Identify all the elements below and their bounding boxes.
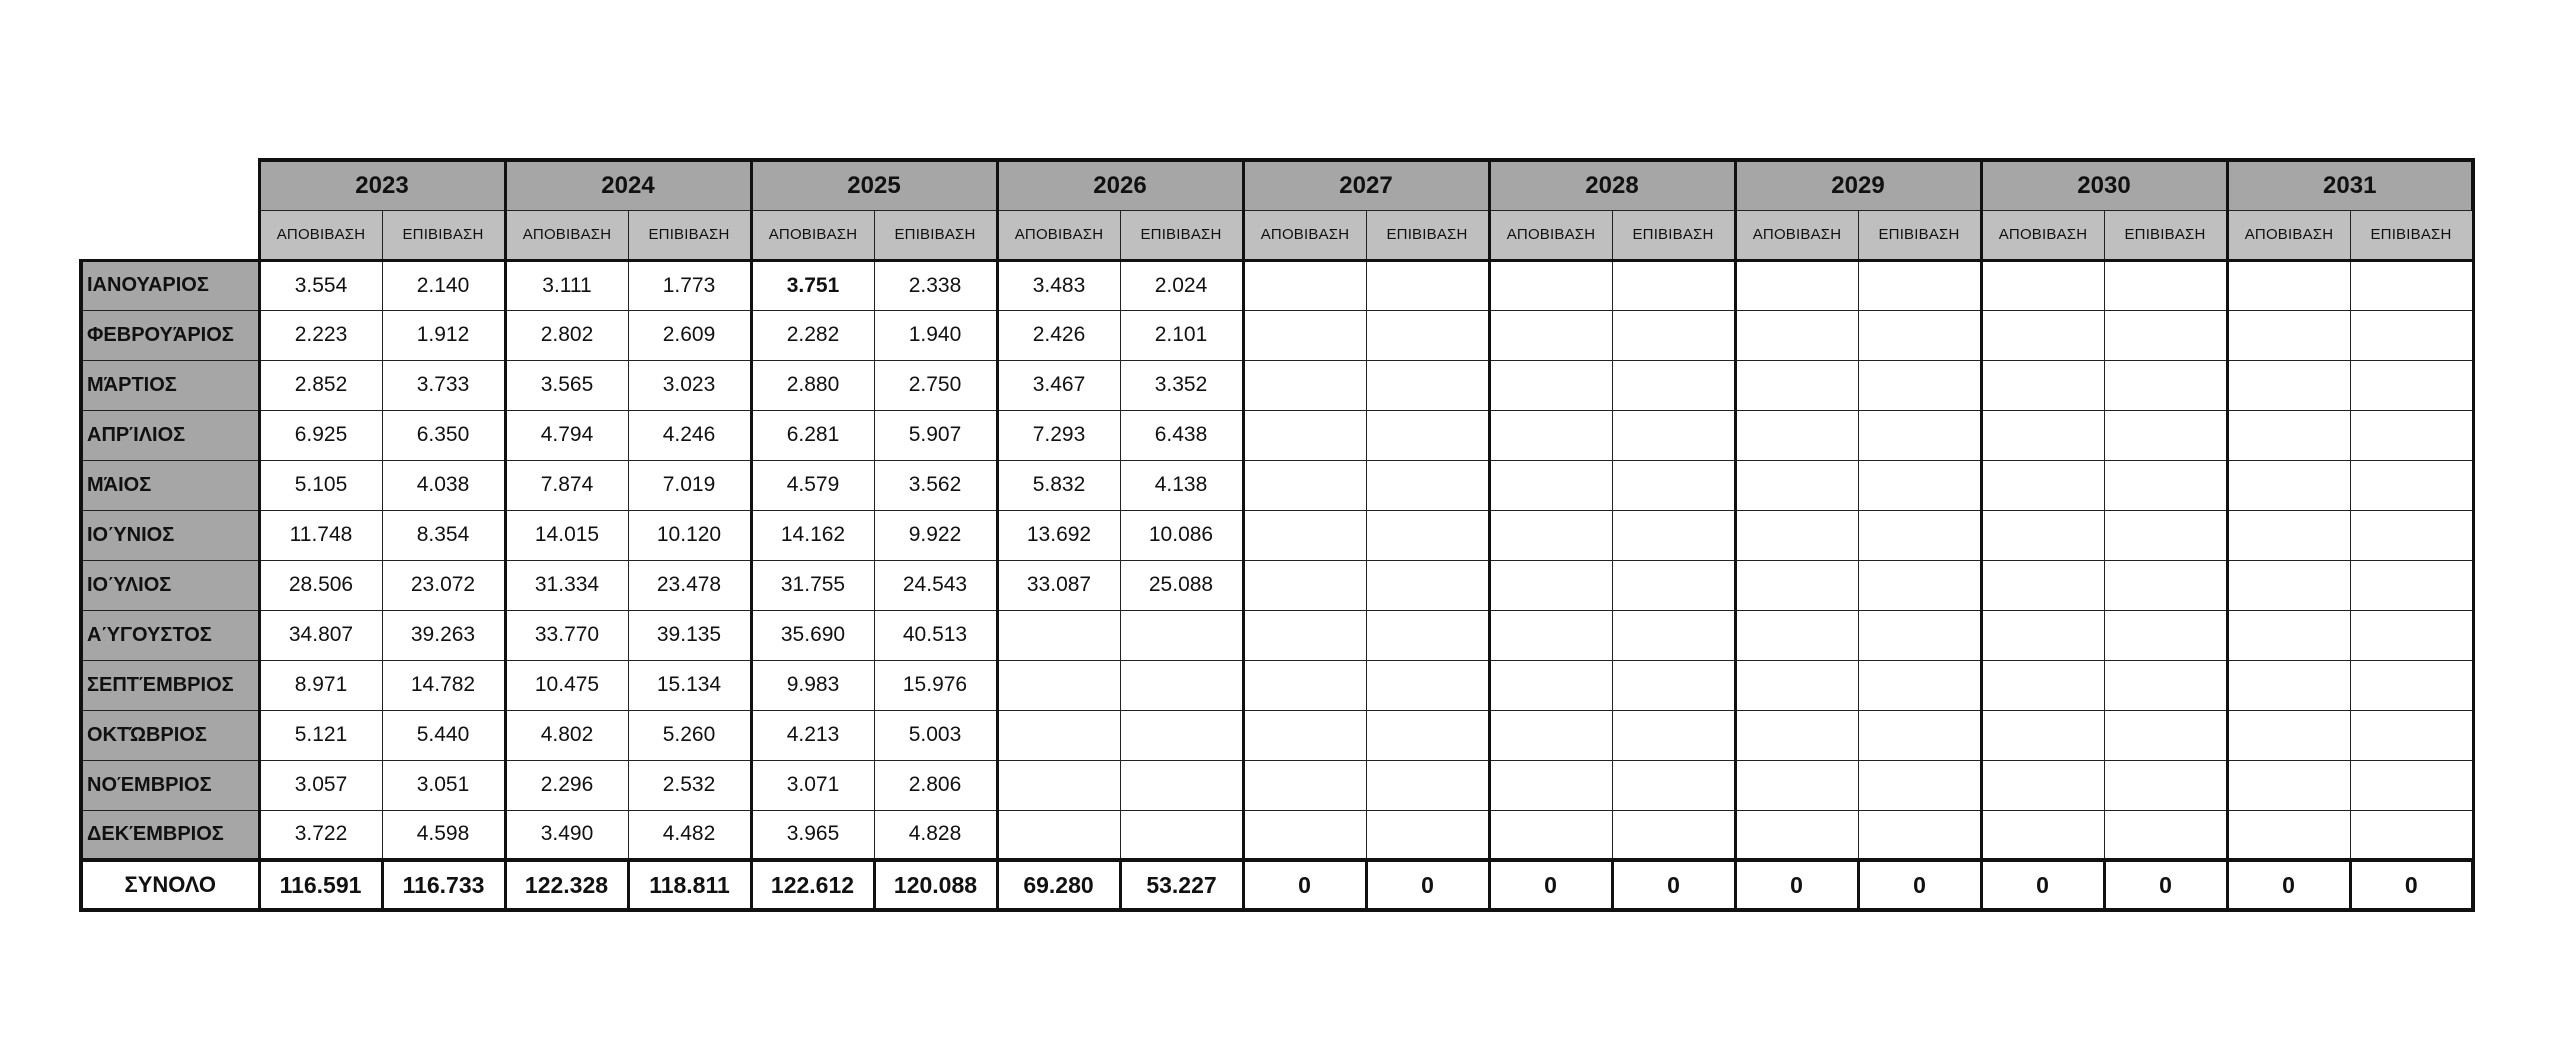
month-label-cell: ΑΎΓΟΥΣΤΟΣ	[81, 610, 259, 660]
value-cell	[1120, 810, 1243, 860]
value-cell: 2.101	[1120, 310, 1243, 360]
corner-cell	[81, 160, 259, 210]
value-cell	[1366, 660, 1489, 710]
value-cell: 33.087	[997, 560, 1120, 610]
value-cell	[1612, 260, 1735, 310]
value-cell	[1612, 360, 1735, 410]
value-cell: 3.057	[259, 760, 382, 810]
value-cell	[2227, 360, 2350, 410]
value-cell	[1981, 410, 2104, 460]
total-value-cell: 122.612	[751, 860, 874, 910]
month-label-cell: ΝΟΈΜΒΡΙΟΣ	[81, 760, 259, 810]
value-cell: 6.350	[382, 410, 505, 460]
disembarkation-header-cell: ΑΠΟΒΙΒΑΣΗ	[2227, 210, 2350, 260]
value-cell: 39.263	[382, 610, 505, 660]
value-cell: 1.773	[628, 260, 751, 310]
table-row	[81, 610, 2473, 660]
value-cell	[1243, 760, 1366, 810]
value-cell	[1735, 560, 1858, 610]
year-header-cell: 2026	[997, 160, 1243, 210]
total-value-cell: 116.591	[259, 860, 382, 910]
value-cell: 3.965	[751, 810, 874, 860]
value-cell	[1981, 460, 2104, 510]
value-cell	[2104, 260, 2227, 310]
total-value-cell: 0	[2227, 860, 2350, 910]
disembarkation-header-cell: ΑΠΟΒΙΒΑΣΗ	[1981, 210, 2104, 260]
value-cell	[1489, 410, 1612, 460]
value-cell: 13.692	[997, 510, 1120, 560]
value-cell: 4.598	[382, 810, 505, 860]
value-cell: 3.565	[505, 360, 628, 410]
value-cell	[1981, 360, 2104, 410]
passenger-table	[79, 158, 2475, 912]
value-cell: 23.478	[628, 560, 751, 610]
value-cell	[2104, 410, 2227, 460]
value-cell: 2.426	[997, 310, 1120, 360]
embarkation-header-cell: ΕΠΙΒΙΒΑΣΗ	[2104, 210, 2227, 260]
value-cell: 5.105	[259, 460, 382, 510]
value-cell: 3.490	[505, 810, 628, 860]
value-cell	[1243, 360, 1366, 410]
value-cell	[1366, 710, 1489, 760]
value-cell: 4.794	[505, 410, 628, 460]
value-cell	[1612, 510, 1735, 560]
value-cell: 39.135	[628, 610, 751, 660]
value-cell	[2227, 310, 2350, 360]
value-cell	[997, 810, 1120, 860]
value-cell: 25.088	[1120, 560, 1243, 610]
value-cell: 4.246	[628, 410, 751, 460]
value-cell	[1735, 310, 1858, 360]
value-cell: 6.438	[1120, 410, 1243, 460]
value-cell	[1735, 260, 1858, 310]
total-value-cell: 53.227	[1120, 860, 1243, 910]
value-cell	[2104, 460, 2227, 510]
value-cell	[1612, 560, 1735, 610]
month-label-cell: ΙΟΎΛΙΟΣ	[81, 560, 259, 610]
subheader-row	[81, 210, 2473, 260]
value-cell	[2350, 460, 2473, 510]
value-cell	[1981, 810, 2104, 860]
year-header-cell: 2027	[1243, 160, 1489, 210]
value-cell	[1858, 460, 1981, 510]
value-cell: 31.334	[505, 560, 628, 610]
value-cell: 3.071	[751, 760, 874, 810]
year-header-cell: 2031	[2227, 160, 2473, 210]
value-cell	[2350, 260, 2473, 310]
embarkation-header-cell: ΕΠΙΒΙΒΑΣΗ	[874, 210, 997, 260]
value-cell: 35.690	[751, 610, 874, 660]
value-cell	[1243, 710, 1366, 760]
value-cell	[1489, 810, 1612, 860]
value-cell: 5.121	[259, 710, 382, 760]
value-cell	[2227, 410, 2350, 460]
value-cell: 3.733	[382, 360, 505, 410]
value-cell	[2227, 510, 2350, 560]
value-cell	[1735, 660, 1858, 710]
value-cell	[1981, 260, 2104, 310]
value-cell: 4.138	[1120, 460, 1243, 510]
year-header-cell: 2029	[1735, 160, 1981, 210]
value-cell: 5.003	[874, 710, 997, 760]
value-cell	[1735, 510, 1858, 560]
total-value-cell: 0	[1243, 860, 1366, 910]
value-cell: 2.532	[628, 760, 751, 810]
month-label-cell: ΟΚΤΏΒΡΙΟΣ	[81, 710, 259, 760]
table-row	[81, 660, 2473, 710]
disembarkation-header-cell: ΑΠΟΒΙΒΑΣΗ	[751, 210, 874, 260]
year-header-cell: 2024	[505, 160, 751, 210]
value-cell	[997, 610, 1120, 660]
total-label-cell: ΣΥΝΟΛΟ	[81, 860, 259, 910]
value-cell	[2104, 810, 2227, 860]
value-cell: 9.922	[874, 510, 997, 560]
value-cell: 3.751	[751, 260, 874, 310]
value-cell: 3.111	[505, 260, 628, 310]
total-value-cell: 122.328	[505, 860, 628, 910]
value-cell	[2104, 760, 2227, 810]
table-row	[81, 410, 2473, 460]
value-cell	[997, 660, 1120, 710]
value-cell	[1612, 460, 1735, 510]
value-cell	[2227, 810, 2350, 860]
value-cell	[1243, 460, 1366, 510]
value-cell	[997, 710, 1120, 760]
value-cell: 2.140	[382, 260, 505, 310]
value-cell: 33.770	[505, 610, 628, 660]
value-cell	[1366, 610, 1489, 660]
value-cell	[1735, 460, 1858, 510]
value-cell	[2227, 610, 2350, 660]
value-cell	[2227, 260, 2350, 310]
value-cell	[1735, 410, 1858, 460]
value-cell	[1858, 760, 1981, 810]
value-cell: 5.907	[874, 410, 997, 460]
value-cell	[2104, 660, 2227, 710]
value-cell	[2350, 560, 2473, 610]
value-cell: 8.354	[382, 510, 505, 560]
value-cell	[2104, 710, 2227, 760]
disembarkation-header-cell: ΑΠΟΒΙΒΑΣΗ	[1489, 210, 1612, 260]
value-cell	[2350, 410, 2473, 460]
value-cell: 2.852	[259, 360, 382, 410]
value-cell: 23.072	[382, 560, 505, 610]
value-cell: 1.912	[382, 310, 505, 360]
value-cell: 1.940	[874, 310, 997, 360]
value-cell	[2350, 660, 2473, 710]
value-cell: 2.750	[874, 360, 997, 410]
year-header-cell: 2028	[1489, 160, 1735, 210]
total-value-cell: 116.733	[382, 860, 505, 910]
value-cell: 2.806	[874, 760, 997, 810]
value-cell	[1120, 660, 1243, 710]
value-cell: 14.782	[382, 660, 505, 710]
value-cell	[2104, 360, 2227, 410]
value-cell	[1366, 310, 1489, 360]
value-cell	[1489, 660, 1612, 710]
value-cell	[1735, 610, 1858, 660]
value-cell	[1981, 510, 2104, 560]
value-cell	[1489, 710, 1612, 760]
total-value-cell: 0	[1981, 860, 2104, 910]
value-cell	[1243, 560, 1366, 610]
month-label-cell: ΣΕΠΤΈΜΒΡΙΟΣ	[81, 660, 259, 710]
month-label-cell: ΦΕΒΡΟΥΆΡΙΟΣ	[81, 310, 259, 360]
value-cell	[1489, 460, 1612, 510]
value-cell: 8.971	[259, 660, 382, 710]
value-cell	[1858, 710, 1981, 760]
value-cell	[1366, 510, 1489, 560]
value-cell	[1981, 560, 2104, 610]
value-cell	[1612, 310, 1735, 360]
value-cell: 14.162	[751, 510, 874, 560]
value-cell	[1858, 260, 1981, 310]
table-row	[81, 360, 2473, 410]
value-cell: 34.807	[259, 610, 382, 660]
value-cell	[1489, 360, 1612, 410]
month-label-cell: ΜΆΙΟΣ	[81, 460, 259, 510]
embarkation-header-cell: ΕΠΙΒΙΒΑΣΗ	[2350, 210, 2473, 260]
value-cell: 4.482	[628, 810, 751, 860]
value-cell	[1981, 710, 2104, 760]
value-cell	[1243, 810, 1366, 860]
value-cell	[2104, 610, 2227, 660]
month-label-cell: ΔΕΚΈΜΒΡΙΟΣ	[81, 810, 259, 860]
value-cell: 4.828	[874, 810, 997, 860]
value-cell	[1366, 410, 1489, 460]
value-cell	[1489, 610, 1612, 660]
embarkation-header-cell: ΕΠΙΒΙΒΑΣΗ	[628, 210, 751, 260]
value-cell: 10.086	[1120, 510, 1243, 560]
value-cell	[2350, 610, 2473, 660]
value-cell	[1120, 710, 1243, 760]
value-cell	[2350, 760, 2473, 810]
value-cell	[1981, 310, 2104, 360]
disembarkation-header-cell: ΑΠΟΒΙΒΑΣΗ	[1735, 210, 1858, 260]
value-cell	[1612, 710, 1735, 760]
value-cell	[1243, 510, 1366, 560]
value-cell	[1735, 710, 1858, 760]
value-cell: 10.120	[628, 510, 751, 560]
year-header-cell: 2030	[1981, 160, 2227, 210]
value-cell: 4.213	[751, 710, 874, 760]
value-cell: 15.976	[874, 660, 997, 710]
value-cell	[1981, 760, 2104, 810]
total-value-cell: 0	[1366, 860, 1489, 910]
disembarkation-header-cell: ΑΠΟΒΙΒΑΣΗ	[505, 210, 628, 260]
total-value-cell: 0	[1489, 860, 1612, 910]
value-cell	[1858, 610, 1981, 660]
disembarkation-header-cell: ΑΠΟΒΙΒΑΣΗ	[1243, 210, 1366, 260]
value-cell	[1366, 360, 1489, 410]
value-cell: 2.223	[259, 310, 382, 360]
value-cell: 3.554	[259, 260, 382, 310]
value-cell: 7.293	[997, 410, 1120, 460]
embarkation-header-cell: ΕΠΙΒΙΒΑΣΗ	[1366, 210, 1489, 260]
value-cell	[1858, 810, 1981, 860]
corner-cell	[81, 210, 259, 260]
table-row	[81, 760, 2473, 810]
month-label-cell: ΜΆΡΤΙΟΣ	[81, 360, 259, 410]
value-cell	[1489, 510, 1612, 560]
embarkation-header-cell: ΕΠΙΒΙΒΑΣΗ	[1120, 210, 1243, 260]
value-cell	[1612, 660, 1735, 710]
value-cell: 2.802	[505, 310, 628, 360]
value-cell	[2350, 510, 2473, 560]
value-cell	[1612, 810, 1735, 860]
value-cell: 3.051	[382, 760, 505, 810]
embarkation-header-cell: ΕΠΙΒΙΒΑΣΗ	[1612, 210, 1735, 260]
value-cell: 5.440	[382, 710, 505, 760]
table-row	[81, 710, 2473, 760]
year-header-cell: 2025	[751, 160, 997, 210]
value-cell	[1858, 660, 1981, 710]
value-cell	[2227, 660, 2350, 710]
value-cell: 5.260	[628, 710, 751, 760]
embarkation-header-cell: ΕΠΙΒΙΒΑΣΗ	[382, 210, 505, 260]
value-cell	[1243, 260, 1366, 310]
value-cell: 3.352	[1120, 360, 1243, 410]
value-cell: 4.579	[751, 460, 874, 510]
value-cell	[1858, 360, 1981, 410]
value-cell: 4.802	[505, 710, 628, 760]
value-cell	[1489, 760, 1612, 810]
table-row	[81, 310, 2473, 360]
value-cell: 2.609	[628, 310, 751, 360]
value-cell	[2227, 760, 2350, 810]
value-cell	[1366, 560, 1489, 610]
value-cell	[1366, 260, 1489, 310]
table-row	[81, 810, 2473, 860]
value-cell	[2227, 560, 2350, 610]
value-cell	[1858, 510, 1981, 560]
year-header-cell: 2023	[259, 160, 505, 210]
value-cell	[1243, 310, 1366, 360]
total-value-cell: 0	[2104, 860, 2227, 910]
value-cell: 7.874	[505, 460, 628, 510]
total-value-cell: 69.280	[997, 860, 1120, 910]
value-cell: 7.019	[628, 460, 751, 510]
value-cell: 6.925	[259, 410, 382, 460]
value-cell: 3.467	[997, 360, 1120, 410]
value-cell: 2.024	[1120, 260, 1243, 310]
value-cell: 15.134	[628, 660, 751, 710]
value-cell	[1612, 610, 1735, 660]
month-label-cell: ΙΟΎΝΙΟΣ	[81, 510, 259, 560]
value-cell: 4.038	[382, 460, 505, 510]
value-cell	[2350, 310, 2473, 360]
value-cell	[1120, 610, 1243, 660]
value-cell	[2227, 460, 2350, 510]
value-cell	[2104, 560, 2227, 610]
value-cell: 28.506	[259, 560, 382, 610]
value-cell: 10.475	[505, 660, 628, 710]
total-value-cell: 0	[2350, 860, 2473, 910]
value-cell: 6.281	[751, 410, 874, 460]
table-row	[81, 510, 2473, 560]
value-cell	[2350, 360, 2473, 410]
value-cell: 31.755	[751, 560, 874, 610]
table-row	[81, 460, 2473, 510]
value-cell	[1858, 410, 1981, 460]
value-cell: 2.296	[505, 760, 628, 810]
value-cell	[1735, 810, 1858, 860]
value-cell: 5.832	[997, 460, 1120, 510]
value-cell	[1366, 760, 1489, 810]
value-cell	[1612, 410, 1735, 460]
value-cell	[997, 760, 1120, 810]
table-row	[81, 560, 2473, 610]
value-cell: 3.722	[259, 810, 382, 860]
value-cell	[1366, 810, 1489, 860]
value-cell: 14.015	[505, 510, 628, 560]
value-cell: 11.748	[259, 510, 382, 560]
disembarkation-header-cell: ΑΠΟΒΙΒΑΣΗ	[997, 210, 1120, 260]
total-row	[81, 860, 2473, 910]
value-cell	[1735, 360, 1858, 410]
disembarkation-header-cell: ΑΠΟΒΙΒΑΣΗ	[259, 210, 382, 260]
value-cell	[1366, 460, 1489, 510]
value-cell: 3.023	[628, 360, 751, 410]
value-cell	[1735, 760, 1858, 810]
value-cell	[1489, 560, 1612, 610]
value-cell: 2.338	[874, 260, 997, 310]
value-cell: 9.983	[751, 660, 874, 710]
total-value-cell: 118.811	[628, 860, 751, 910]
value-cell	[2227, 710, 2350, 760]
total-value-cell: 0	[1612, 860, 1735, 910]
value-cell: 40.513	[874, 610, 997, 660]
value-cell	[1243, 410, 1366, 460]
embarkation-header-cell: ΕΠΙΒΙΒΑΣΗ	[1858, 210, 1981, 260]
value-cell	[2350, 710, 2473, 760]
value-cell	[1612, 760, 1735, 810]
month-label-cell: ΑΠΡΊΛΙΟΣ	[81, 410, 259, 460]
total-value-cell: 0	[1858, 860, 1981, 910]
total-value-cell: 120.088	[874, 860, 997, 910]
value-cell	[1981, 660, 2104, 710]
value-cell: 24.543	[874, 560, 997, 610]
value-cell	[2350, 810, 2473, 860]
value-cell	[2104, 310, 2227, 360]
value-cell	[1858, 560, 1981, 610]
year-header-row	[81, 160, 2473, 210]
value-cell: 3.483	[997, 260, 1120, 310]
value-cell	[2104, 510, 2227, 560]
value-cell	[1489, 260, 1612, 310]
value-cell: 2.282	[751, 310, 874, 360]
month-label-cell: ΙΑΝΟΥΑΡΙΟΣ	[81, 260, 259, 310]
value-cell: 2.880	[751, 360, 874, 410]
total-value-cell: 0	[1735, 860, 1858, 910]
value-cell: 3.562	[874, 460, 997, 510]
value-cell	[1489, 310, 1612, 360]
value-cell	[1243, 610, 1366, 660]
table-row	[81, 260, 2473, 310]
value-cell	[1858, 310, 1981, 360]
value-cell	[1120, 760, 1243, 810]
value-cell	[1981, 610, 2104, 660]
value-cell	[1243, 660, 1366, 710]
